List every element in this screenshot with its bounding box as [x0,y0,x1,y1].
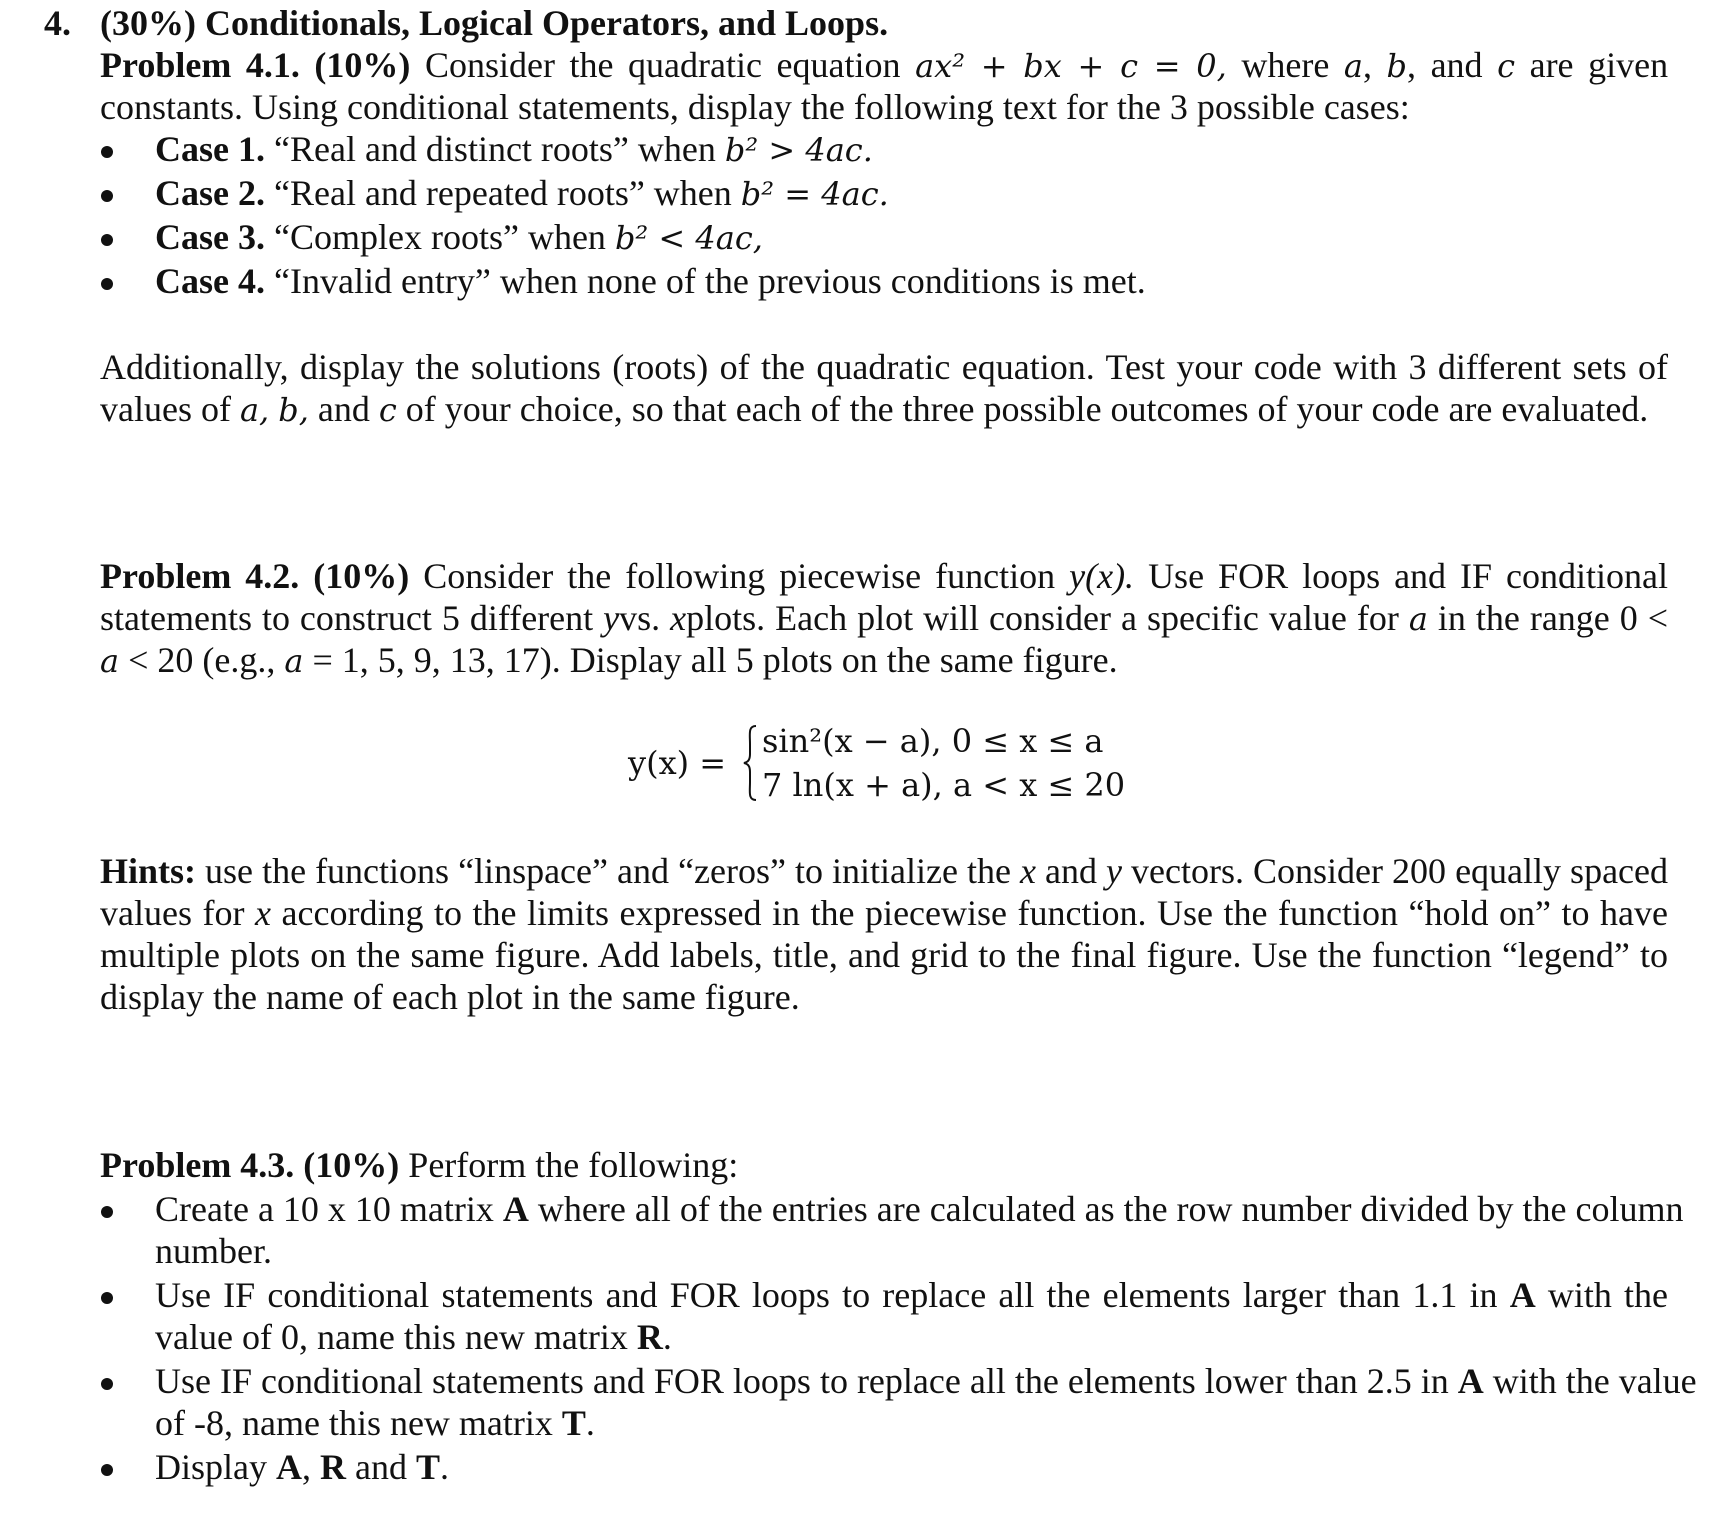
hints-line-2: values for x according to the limits expressed in the piecewise function. Use the function “hold on” to have [100,893,1669,933]
section-title: (30%) Conditionals, Logical Operators, and Loops. [100,3,889,43]
p41-label: Problem 4.1. (10%) [100,45,411,85]
p43-bullet-3-line-1: Use IF conditional statements and FOR loops to replace all the elements lower than 2.5 in A with the value [155,1361,1697,1401]
p42-line-3: a < 20 (e.g., a = 1, 5, 9, 13, 17). Display all 5 plots on the same figure. [100,640,1118,680]
quadratic-equation: ax² + bx + c = 0, [915,47,1227,85]
equation-case-2: 7 ln(x + a), a < x ≤ 20 [762,766,1126,804]
p43-bullet-2-line-1: Use IF conditional statements and FOR loops to replace all the elements larger than 1.1 in A with the [155,1275,1669,1315]
p43-label: Problem 4.3. (10%) [100,1145,400,1185]
case-1: Case 1. “Real and distinct roots” when b² > 4ac. [155,129,873,169]
bullet-icon [101,1378,113,1390]
p42-label: Problem 4.2. (10%) [100,556,410,596]
left-brace-icon [742,724,758,802]
bullet-icon [101,1464,113,1476]
case-2: Case 2. “Real and repeated roots” when b² = 4ac. [155,173,889,213]
hints-line-3: multiple plots on the same figure. Add labels, title, and grid to the final figure. Use the function “legend” to [100,935,1668,975]
p41-line-2: constants. Using conditional statements, display the following text for the 3 possible cases: [100,87,1410,127]
p42-line-2: statements to construct 5 different yvs. xplots. Each plot will consider a specific value for a in the range 0 < [100,598,1669,638]
case-3: Case 3. “Complex roots” when b² < 4ac, [155,217,763,257]
bullet-icon [101,278,113,290]
p42-line-1: Problem 4.2. (10%) Consider the following piecewise function y(x). Use FOR loops and IF conditional [100,556,1669,596]
p43-bullet-1-line-1: Create a 10 x 10 matrix A where all of the entries are calculated as the row number divided by the column [155,1189,1684,1229]
p43-bullet-4: Display A, R and T. [155,1447,449,1487]
bullet-icon [101,1206,113,1218]
bullet-icon [101,234,113,246]
p43-heading: Problem 4.3. (10%) Perform the following: [100,1145,739,1185]
p43-bullet-1-line-2: number. [155,1231,272,1271]
equation-case-1: sin²(x − a), 0 ≤ x ≤ a [762,722,1104,760]
case-4: Case 4. “Invalid entry” when none of the previous conditions is met. [155,261,1146,301]
p43-bullet-2-line-2: value of 0, name this new matrix R. [155,1317,672,1357]
p41-additional-line-1: Additionally, display the solutions (roots) of the quadratic equation. Test your code with 3 different sets of [100,347,1668,387]
hints-line-1: Hints: use the functions “linspace” and “zeros” to initialize the x and y vectors. Consider 200 equally spaced [100,851,1668,891]
section-number: 4. [44,3,71,43]
p41-additional-line-2: values of a, b, and c of your choice, so that each of the three possible outcomes of your code are evaluated. [100,389,1649,429]
p41-line-1: Problem 4.1. (10%) Consider the quadratic equation ax² + bx + c = 0, where a, b, and c are given [100,45,1669,85]
p43-bullet-3-line-2: of -8, name this new matrix T. [155,1403,595,1443]
equation-lhs: y(x) = [628,744,727,782]
bullet-icon [101,146,113,158]
bullet-icon [101,1292,113,1304]
bullet-icon [101,190,113,202]
hints-line-4: display the name of each plot in the same figure. [100,977,800,1017]
